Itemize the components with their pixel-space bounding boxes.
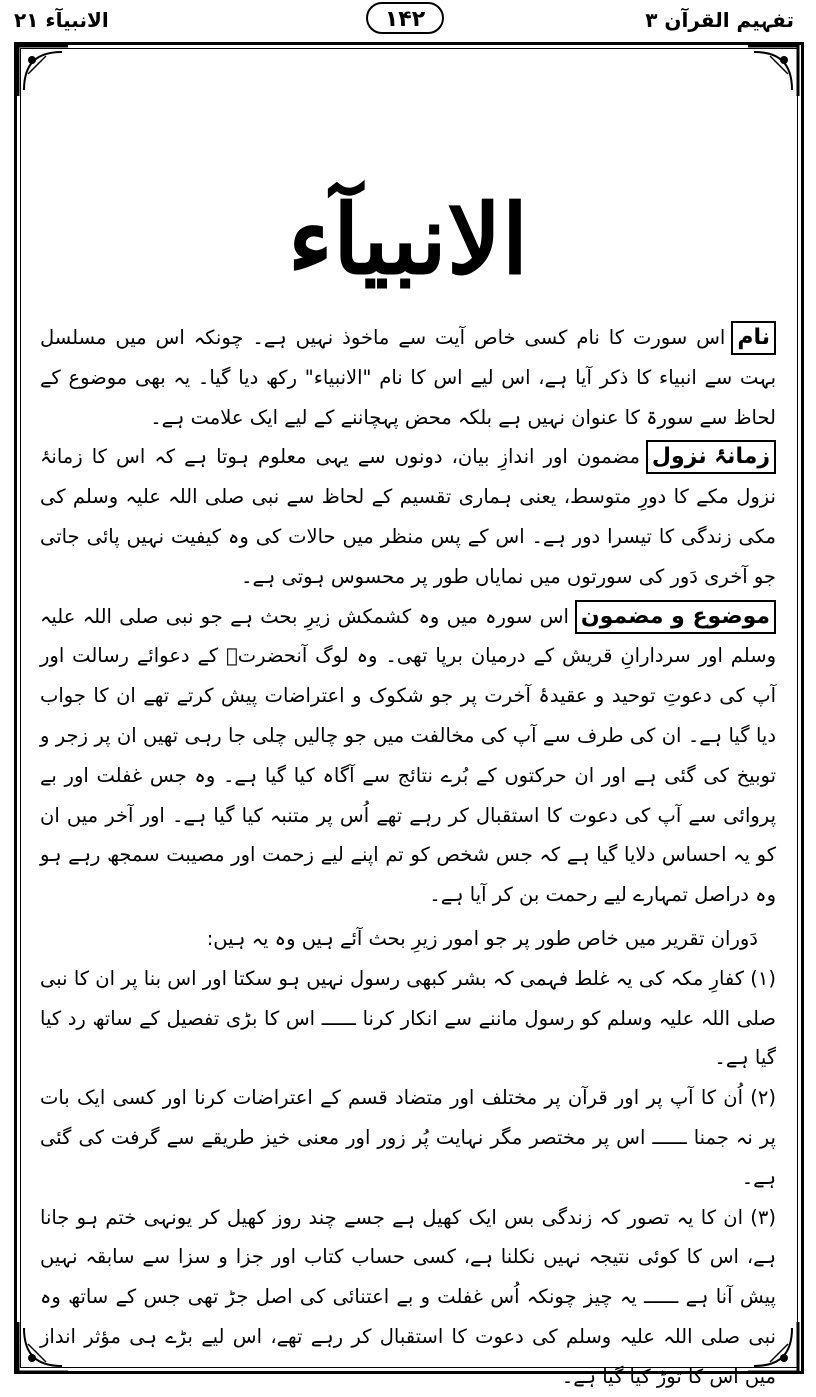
section-label: موضوع و مضمون (575, 600, 776, 634)
page-header (0, 0, 816, 40)
corner-ornament-icon (746, 44, 800, 98)
section-subject (40, 597, 776, 915)
section-label: نام (731, 321, 776, 355)
section-revelation-period (40, 437, 776, 596)
section-text: مضمون اور اندازِ بیان، دونوں سے یہی معلوم ہوتا ہے کہ اس کا زمانۂ نزول مکے کا دورِ متوسط، یعنی ہماری تقسیم کے لحاظ سے نبی صلی اللہ علیہ وسلم کی مکی زندگی کا تیسرا دور ہے۔ اس کے پس منظر میں حالات کی وہ کیفیت نہیں پائی جاتی جو آخری دَور کی سورتوں میں نمایاں طور پر محسوس ہوتی ہے۔ (40, 445, 776, 588)
surah-reference: الانبیآء ۲۱ (14, 8, 109, 32)
topic-item: (۱) کفارِ مکہ کی یہ غلط فہمی کہ بشر کبھی رسول نہیں ہو سکتا اور اس بنا پر ان کا نبی صلی اللہ علیہ وسلم کو رسول ماننے سے انکار کرنا ــــــ اس کا بڑی تفصیل کے ساتھ رد کیا گیا ہے۔ (40, 966, 776, 1070)
section-name (40, 318, 776, 437)
section-text: اس سورہ میں وہ کشمکش زیرِ بحث ہے جو نبی صلی اللہ علیہ وسلم اور سردارانِ قریش کے درمیان برپا تھی۔ وہ لوگ آنحضرتؐ کے دعوائے رسالت اور آپ کی دعوتِ توحید و عقیدۂ آخرت پر جو شکوک و اعتراضات پیش کرتے تھے ان کا جواب دیا گیا ہے۔ ان کی طرف سے آپ کی مخالفت میں جو چالیں چلی جا رہی تھیں ان پر زجر و توبیخ کی گئی ہے اور ان حرکتوں کے بُرے نتائج سے آگاہ کیا گیا ہے۔ وہ جس غفلت اور بے پروائی سے آپ کی دعوت کا استقبال کر رہے تھے اُس پر متنبہ کیا گیا ہے۔ اور آخر میں ان کو یہ احساس دلایا گیا ہے کہ جس شخص کو تم اپنے لیے زحمت اور مصیبت سمجھ رہے ہو وہ دراصل تمہارے لیے رحمت بن کر آیا ہے۔ (40, 604, 776, 907)
topics-intro: دَوران تقریر میں خاص طور پر جو امور زیرِ بحث آئے ہیں وہ یہ ہیں: (206, 926, 758, 950)
topic-item: (۳) ان کا یہ تصور کہ زندگی بس ایک کھیل ہے جسے چند روز کھیل کر یونہی ختم ہو جانا ہے، اس کا کوئی نتیجہ نہیں نکلنا ہے، کسی حساب کتاب اور جزا و سزا سے سابقہ نہیں پیش آنا ہے ــــــ یہ چیز چونکہ اُس غفلت و بے اعتنائی کی اصل جڑ تھی جس کے ساتھ وہ نبی صلی اللہ علیہ وسلم کی دعوت کا استقبال کر رہے تھے، اس لیے بڑے ہی مؤثر انداز میں اس کا توڑ کیا گیا ہے۔ (40, 1205, 776, 1388)
book-title: تفہیم القرآن ۳ (645, 8, 794, 32)
page-number: ۱۴۲ (366, 2, 444, 34)
section-label: زمانۂ نزول (646, 440, 776, 474)
topic-item: (۲) اُن کا آپ پر اور قرآن پر مختلف اور متضاد قسم کے اعتراضات کرنا اور کسی ایک بات پر نہ جمنا ــــــ اس پر مختصر مگر نہایت پُر زور اور معنی خیز طریقے سے گرفت کی گئی ہے۔ (40, 1086, 776, 1189)
page-content (40, 318, 776, 1397)
corner-ornament-icon (16, 44, 70, 98)
section-text: اس سورت کا نام کسی خاص آیت سے ماخوذ نہیں ہے۔ چونکہ اس میں مسلسل بہت سے انبیاء کا ذکر آیا ہے، اس لیے اس کا نام "الانبیاء" رکھ دیا گیا۔ یہ بھی موضوع کے لحاظ سے سورۃ کا عنوان نہیں ہے بلکہ محض پہچاننے کے لیے ایک علامت ہے۔ (40, 326, 776, 429)
surah-title: الانبیآء (287, 183, 529, 296)
